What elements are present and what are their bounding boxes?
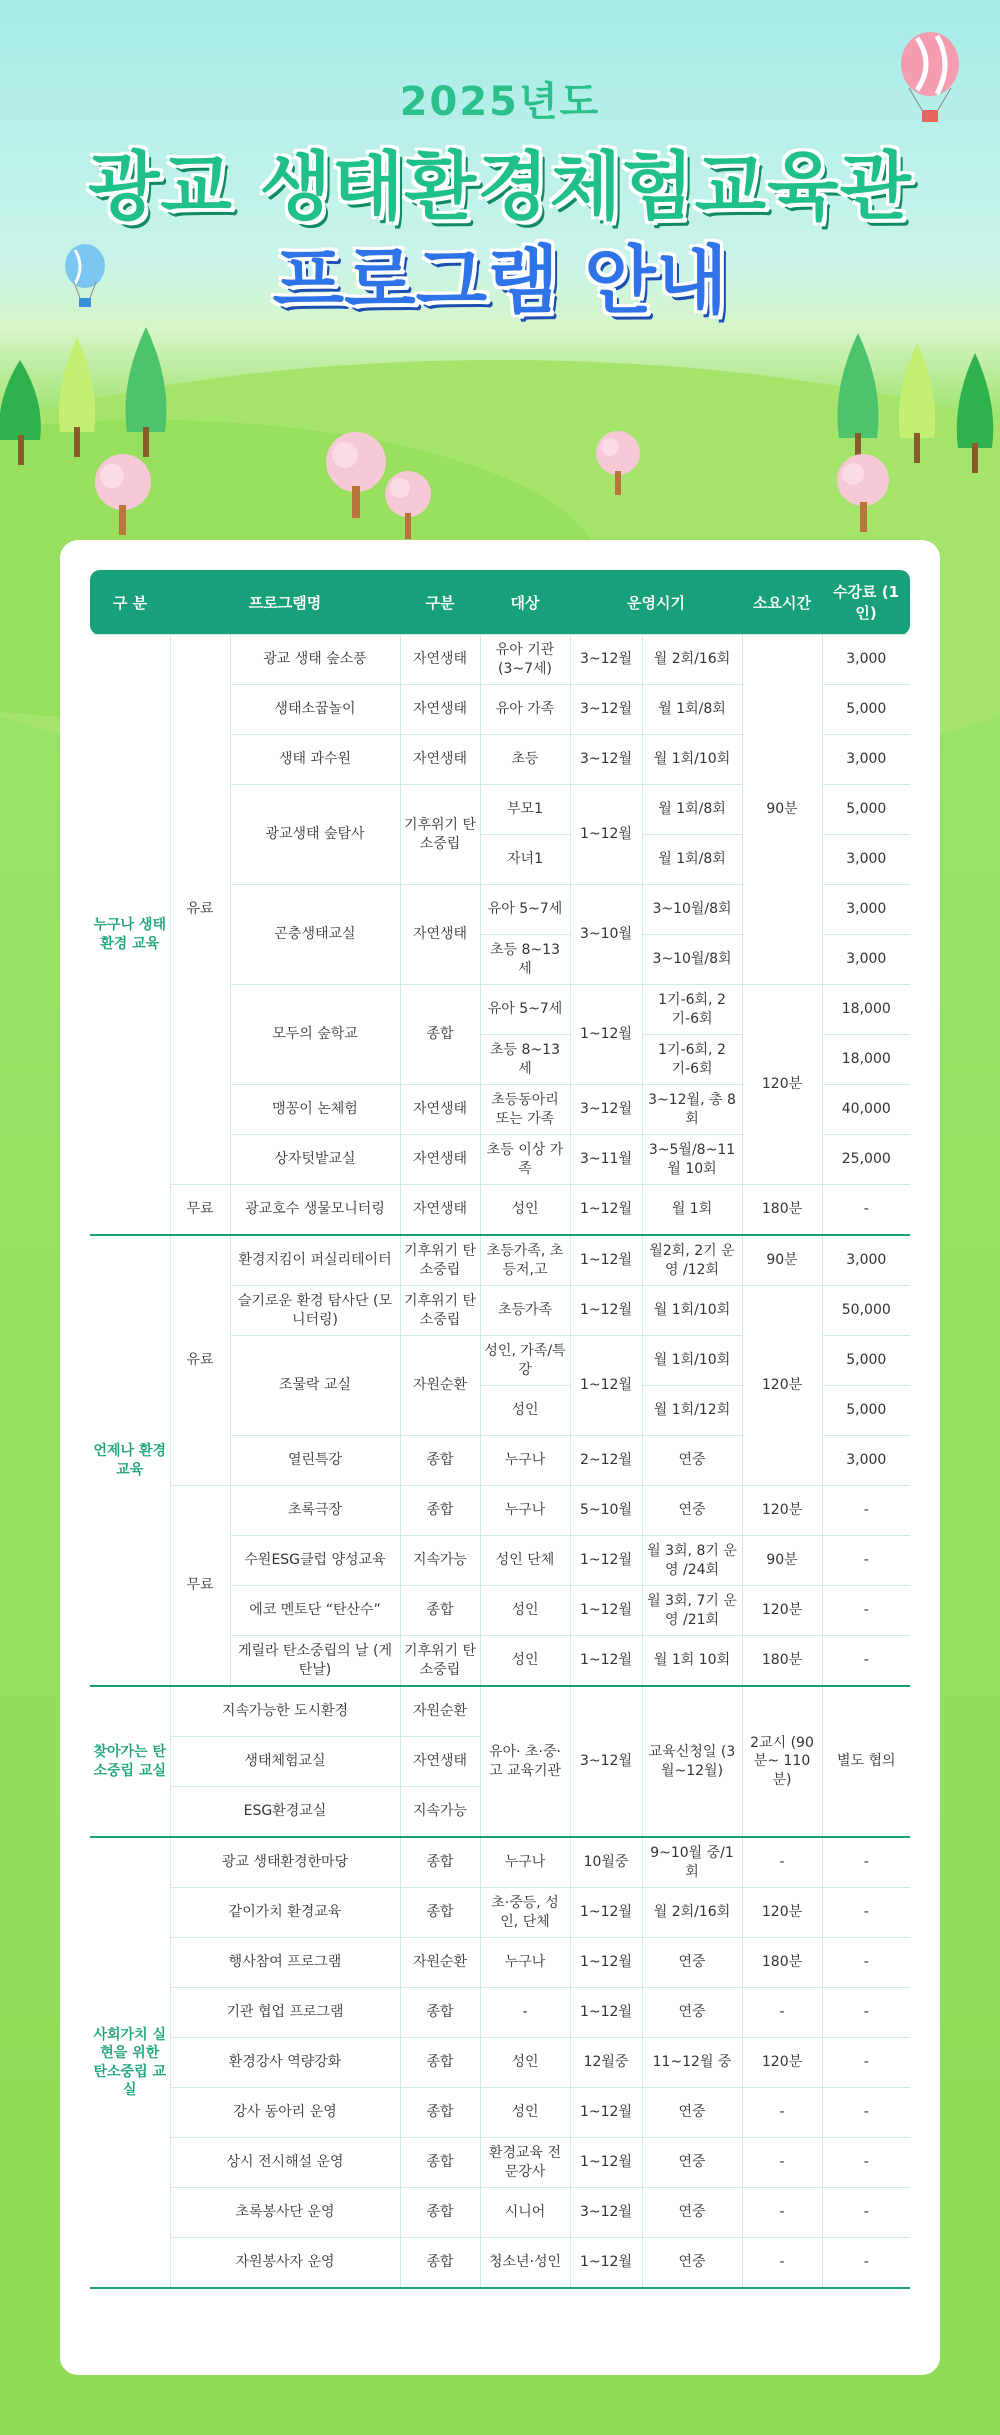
table-row: [90, 2138, 910, 2188]
program-name: 곤충생태교실: [230, 885, 400, 985]
program-frequency: 연중: [642, 1486, 742, 1536]
program-frequency: 월 1회/12회: [642, 1386, 742, 1436]
program-fee: -: [822, 2038, 910, 2088]
tree-icon: [892, 338, 942, 468]
program-fee: 50,000: [822, 1286, 910, 1336]
program-frequency: 연중: [642, 1988, 742, 2038]
program-months: 1~12월: [570, 2088, 642, 2138]
program-name: 지속가능한 도시환경: [170, 1686, 400, 1737]
program-name: 환경강사 역량강화: [170, 2038, 400, 2088]
program-frequency: 월 1회: [642, 1185, 742, 1236]
program-name: 광교호수 생물모니터링: [230, 1185, 400, 1236]
blossom-tree-icon: [590, 428, 646, 500]
program-name: 생태소꿉놀이: [230, 685, 400, 735]
program-months: 1~12월: [570, 1938, 642, 1988]
program-type: 종합: [400, 2188, 480, 2238]
col-type: 구분: [400, 570, 480, 635]
program-type: 자연생태: [400, 735, 480, 785]
program-frequency: 1기-6회, 2기-6회: [642, 1035, 742, 1085]
program-target: 누구나: [480, 1486, 570, 1536]
program-duration: 120분: [742, 2038, 822, 2088]
program-duration: 120분: [742, 1286, 822, 1486]
category-cell: 누구나 생태환경 교육: [90, 635, 170, 1236]
tree-icon: [830, 328, 886, 468]
program-months: 3~12월: [570, 2188, 642, 2238]
program-fee: -: [822, 1636, 910, 1687]
program-months: 1~12월: [570, 1536, 642, 1586]
program-frequency: 월2회, 2기 운영 /12회: [642, 1235, 742, 1286]
program-fee: -: [822, 1888, 910, 1938]
program-type: 지속가능: [400, 1787, 480, 1838]
program-frequency: 월 1회/10회: [642, 735, 742, 785]
table-row: [90, 2088, 910, 2138]
program-months: 1~12월: [570, 1185, 642, 1236]
program-duration: -: [742, 2188, 822, 2238]
program-name: 열린특강: [230, 1436, 400, 1486]
program-name: 자원봉사자 운영: [170, 2238, 400, 2289]
program-fee: 18,000: [822, 985, 910, 1035]
program-months: 12월중: [570, 2038, 642, 2088]
col-program: 프로그램명: [170, 570, 400, 635]
category-cell: 찾아가는 탄소중립 교실: [90, 1686, 170, 1837]
program-target: 시니어: [480, 2188, 570, 2238]
program-type: 자연생태: [400, 1185, 480, 1236]
program-type: 종합: [400, 2138, 480, 2188]
program-target: 청소년·성인: [480, 2238, 570, 2289]
program-frequency: 월 3회, 8기 운영 /24회: [642, 1536, 742, 1586]
section-2: [90, 1235, 910, 1686]
program-months: 1~12월: [570, 1235, 642, 1286]
page-subtitle: 프로그램 안내: [272, 238, 728, 324]
program-months: 1~12월: [570, 785, 642, 885]
program-months: 1~12월: [570, 1988, 642, 2038]
program-target: 환경교육 전문강사: [480, 2138, 570, 2188]
program-target: 성인: [480, 1636, 570, 1687]
program-name: 기관 협업 프로그램: [170, 1988, 400, 2038]
program-months: 2~12월: [570, 1436, 642, 1486]
blossom-tree-icon: [378, 468, 438, 544]
program-duration: 180분: [742, 1185, 822, 1236]
program-table: [90, 570, 910, 2289]
program-months: 1~12월: [570, 1888, 642, 1938]
program-target: 자녀1: [480, 835, 570, 885]
program-fee: -: [822, 1938, 910, 1988]
section-3: [90, 1686, 910, 1837]
program-type: 지속가능: [400, 1536, 480, 1586]
program-frequency: 3~12월, 총 8회: [642, 1085, 742, 1135]
table-row: [90, 1185, 910, 1236]
program-name: 맹꽁이 논체험: [230, 1085, 400, 1135]
program-target: 성인, 가족/특강: [480, 1336, 570, 1386]
program-fee: 3,000: [822, 935, 910, 985]
program-duration: 120분: [742, 1586, 822, 1636]
program-duration: -: [742, 1837, 822, 1888]
program-type: 종합: [400, 985, 480, 1085]
program-type: 자연생태: [400, 1135, 480, 1185]
program-fee: 3,000: [822, 635, 910, 685]
program-target: -: [480, 1988, 570, 2038]
program-type: 자연생태: [400, 885, 480, 985]
table-row: [90, 1837, 910, 1888]
program-frequency: 월 1회/10회: [642, 1286, 742, 1336]
program-frequency: 월 1회/10회: [642, 1336, 742, 1386]
program-frequency: 연중: [642, 1436, 742, 1486]
program-months: 3~12월: [570, 1686, 642, 1837]
program-duration: -: [742, 1988, 822, 2038]
program-name: 강사 동아리 운영: [170, 2088, 400, 2138]
program-frequency: 3~10월/8회: [642, 935, 742, 985]
program-frequency: 월 3회, 7기 운영 /21회: [642, 1586, 742, 1636]
program-months: 5~10월: [570, 1486, 642, 1536]
program-target: 성인: [480, 1185, 570, 1236]
program-type: 종합: [400, 1436, 480, 1486]
program-duration: 180분: [742, 1636, 822, 1687]
program-frequency: 3~5월/8~11월 10회: [642, 1135, 742, 1185]
program-duration: 180분: [742, 1938, 822, 1988]
program-name: 게릴라 탄소중립의 날 (게탄날): [230, 1636, 400, 1687]
program-fee: 별도 협의: [822, 1686, 910, 1837]
program-fee: 40,000: [822, 1085, 910, 1135]
program-fee: -: [822, 2238, 910, 2289]
program-type: 자연생태: [400, 1737, 480, 1787]
table-row: [90, 1235, 910, 1286]
program-fee: 3,000: [822, 835, 910, 885]
program-type: 자원순환: [400, 1938, 480, 1988]
page-title: 광교 생태환경체험교육관: [87, 144, 913, 230]
table-row: [90, 1486, 910, 1536]
program-duration: 120분: [742, 1888, 822, 1938]
fee-type-cell: 무료: [170, 1185, 230, 1236]
table-row: [90, 1938, 910, 1988]
table-row: [90, 2038, 910, 2088]
table-row: [90, 1888, 910, 1938]
tree-icon: [118, 322, 174, 462]
program-type: 기후위기 탄소중립: [400, 1286, 480, 1336]
program-frequency: 연중: [642, 2188, 742, 2238]
program-target: 성인: [480, 1386, 570, 1436]
program-duration: 90분: [742, 1536, 822, 1586]
program-duration: -: [742, 2138, 822, 2188]
year-label: 2025년도: [399, 79, 601, 125]
program-target: 성인: [480, 2088, 570, 2138]
col-period: 운영시기: [570, 570, 742, 635]
program-months: 3~12월: [570, 735, 642, 785]
program-frequency: 연중: [642, 1938, 742, 1988]
program-target: 유아 기관 (3~7세): [480, 635, 570, 685]
program-name: 상시 전시해설 운영: [170, 2138, 400, 2188]
program-frequency: 월 1회/8회: [642, 785, 742, 835]
tree-icon: [52, 332, 102, 462]
program-months: 1~12월: [570, 2238, 642, 2289]
program-type: 자연생태: [400, 685, 480, 735]
col-category: 구 분: [90, 570, 170, 635]
program-months: 1~12월: [570, 985, 642, 1085]
fee-type-cell: 무료: [170, 1486, 230, 1687]
program-months: 1~12월: [570, 1336, 642, 1436]
program-name: 조물락 교실: [230, 1336, 400, 1436]
program-name: 광교 생태 숲소풍: [230, 635, 400, 685]
program-fee: -: [822, 1486, 910, 1536]
program-target: 초등가족: [480, 1286, 570, 1336]
program-target: 초등가족, 초등저,고: [480, 1235, 570, 1286]
program-months: 3~12월: [570, 685, 642, 735]
program-target: 유아 가족: [480, 685, 570, 735]
table-row: [90, 2188, 910, 2238]
program-duration: 90분: [742, 635, 822, 985]
table-header: [90, 570, 910, 635]
program-target: 유아· 초·중·고 교육기관: [480, 1686, 570, 1837]
program-duration: 120분: [742, 1486, 822, 1536]
program-name: 초록극장: [230, 1486, 400, 1536]
tree-icon: [0, 340, 50, 470]
program-fee: -: [822, 2088, 910, 2138]
program-fee: -: [822, 1586, 910, 1636]
program-fee: 25,000: [822, 1135, 910, 1185]
program-frequency: 월 1회 10회: [642, 1636, 742, 1687]
program-name: 광교생태 숲탐사: [230, 785, 400, 885]
program-fee: -: [822, 1837, 910, 1888]
program-target: 누구나: [480, 1436, 570, 1486]
program-duration: -: [742, 2088, 822, 2138]
program-fee: 5,000: [822, 1386, 910, 1436]
program-type: 자연생태: [400, 635, 480, 685]
program-name: 행사참여 프로그램: [170, 1938, 400, 1988]
program-duration: 2교시 (90분~ 110분): [742, 1686, 822, 1837]
program-fee: -: [822, 1185, 910, 1236]
program-name: ESG환경교실: [170, 1787, 400, 1838]
program-frequency: 1기-6회, 2기-6회: [642, 985, 742, 1035]
program-target: 누구나: [480, 1938, 570, 1988]
program-target: 부모1: [480, 785, 570, 835]
program-months: 1~12월: [570, 2138, 642, 2188]
program-type: 자원순환: [400, 1686, 480, 1737]
program-type: 종합: [400, 1888, 480, 1938]
program-months: 10월중: [570, 1837, 642, 1888]
fee-type-cell: 유료: [170, 1235, 230, 1486]
program-type: 자연생태: [400, 1085, 480, 1135]
program-fee: -: [822, 2138, 910, 2188]
program-target: 초등: [480, 735, 570, 785]
program-frequency: 연중: [642, 2138, 742, 2188]
col-duration: 소요시간: [742, 570, 822, 635]
fee-type-cell: 유료: [170, 635, 230, 1185]
program-months: 1~12월: [570, 1586, 642, 1636]
program-type: 종합: [400, 1837, 480, 1888]
program-type: 종합: [400, 1586, 480, 1636]
tree-icon: [950, 348, 1000, 478]
program-target: 초등동아리 또는 가족: [480, 1085, 570, 1135]
program-name: 생태 과수원: [230, 735, 400, 785]
program-fee: 3,000: [822, 735, 910, 785]
category-cell: 언제나 환경교육: [90, 1235, 170, 1686]
program-name: 수원ESG클럽 양성교육: [230, 1536, 400, 1586]
program-fee: 5,000: [822, 1336, 910, 1386]
program-name: 같이가치 환경교육: [170, 1888, 400, 1938]
program-fee: 5,000: [822, 785, 910, 835]
program-target: 성인 단체: [480, 1536, 570, 1586]
program-target: 성인: [480, 1586, 570, 1636]
program-name: 에코 멘토단 “탄산수”: [230, 1586, 400, 1636]
table-row: [90, 2238, 910, 2289]
program-target: 유아 5~7세: [480, 885, 570, 935]
program-target: 성인: [480, 2038, 570, 2088]
program-months: 1~12월: [570, 1636, 642, 1687]
program-frequency: 3~10월/8회: [642, 885, 742, 935]
program-frequency: 교육신청일 (3월~12월): [642, 1686, 742, 1837]
program-frequency: 9~10월 중/1회: [642, 1837, 742, 1888]
program-name: 환경지킴이 퍼실리테이터: [230, 1235, 400, 1286]
program-frequency: 11~12월 중: [642, 2038, 742, 2088]
program-fee: -: [822, 2188, 910, 2238]
program-frequency: 연중: [642, 2088, 742, 2138]
blossom-tree-icon: [88, 450, 158, 540]
program-fee: 3,000: [822, 885, 910, 935]
program-frequency: 연중: [642, 2238, 742, 2289]
program-name: 모두의 숲학교: [230, 985, 400, 1085]
program-fee: -: [822, 1536, 910, 1586]
program-months: 1~12월: [570, 1286, 642, 1336]
program-target: 초등 이상 가족: [480, 1135, 570, 1185]
program-type: 기후위기 탄소중립: [400, 785, 480, 885]
program-target: 초등 8~13세: [480, 1035, 570, 1085]
program-duration: -: [742, 2238, 822, 2289]
program-type: 종합: [400, 1988, 480, 2038]
program-frequency: 월 1회/8회: [642, 835, 742, 885]
section-4: [90, 1837, 910, 2288]
program-fee: -: [822, 1988, 910, 2038]
program-type: 자원순환: [400, 1336, 480, 1436]
program-name: 생태체험교실: [170, 1737, 400, 1787]
col-target: 대상: [480, 570, 570, 635]
program-fee: 3,000: [822, 1235, 910, 1286]
table-row: [90, 1988, 910, 2038]
program-duration: 90분: [742, 1235, 822, 1286]
section-1: [90, 635, 910, 1236]
program-name: 슬기로운 환경 탐사단 (모니터링): [230, 1286, 400, 1336]
category-cell: 사회가치 실현을 위한 탄소중립 교실: [90, 1837, 170, 2288]
program-duration: 120분: [742, 985, 822, 1185]
program-type: 종합: [400, 1486, 480, 1536]
program-name: 초록봉사단 운영: [170, 2188, 400, 2238]
program-target: 초등 8~13세: [480, 935, 570, 985]
program-target: 누구나: [480, 1837, 570, 1888]
program-type: 종합: [400, 2238, 480, 2289]
program-fee: 18,000: [822, 1035, 910, 1085]
program-type: 종합: [400, 2038, 480, 2088]
program-months: 3~12월: [570, 635, 642, 685]
blossom-tree-icon: [830, 450, 896, 536]
program-frequency: 월 1회/8회: [642, 685, 742, 735]
program-type: 기후위기 탄소중립: [400, 1235, 480, 1286]
program-type: 기후위기 탄소중립: [400, 1636, 480, 1687]
program-months: 3~11월: [570, 1135, 642, 1185]
program-target: 초·중등, 성인, 단체: [480, 1888, 570, 1938]
program-fee: 5,000: [822, 685, 910, 735]
col-fee: 수강료 (1인): [822, 570, 910, 635]
program-months: 3~10월: [570, 885, 642, 985]
program-name: 상자텃밭교실: [230, 1135, 400, 1185]
program-frequency: 월 2회/16회: [642, 635, 742, 685]
program-type: 종합: [400, 2088, 480, 2138]
table-row: [90, 635, 910, 685]
program-name: 광교 생태환경한마당: [170, 1837, 400, 1888]
program-months: 3~12월: [570, 1085, 642, 1135]
program-target: 유아 5~7세: [480, 985, 570, 1035]
program-frequency: 월 2회/16회: [642, 1888, 742, 1938]
program-fee: 3,000: [822, 1436, 910, 1486]
table-row: [90, 1686, 910, 1737]
